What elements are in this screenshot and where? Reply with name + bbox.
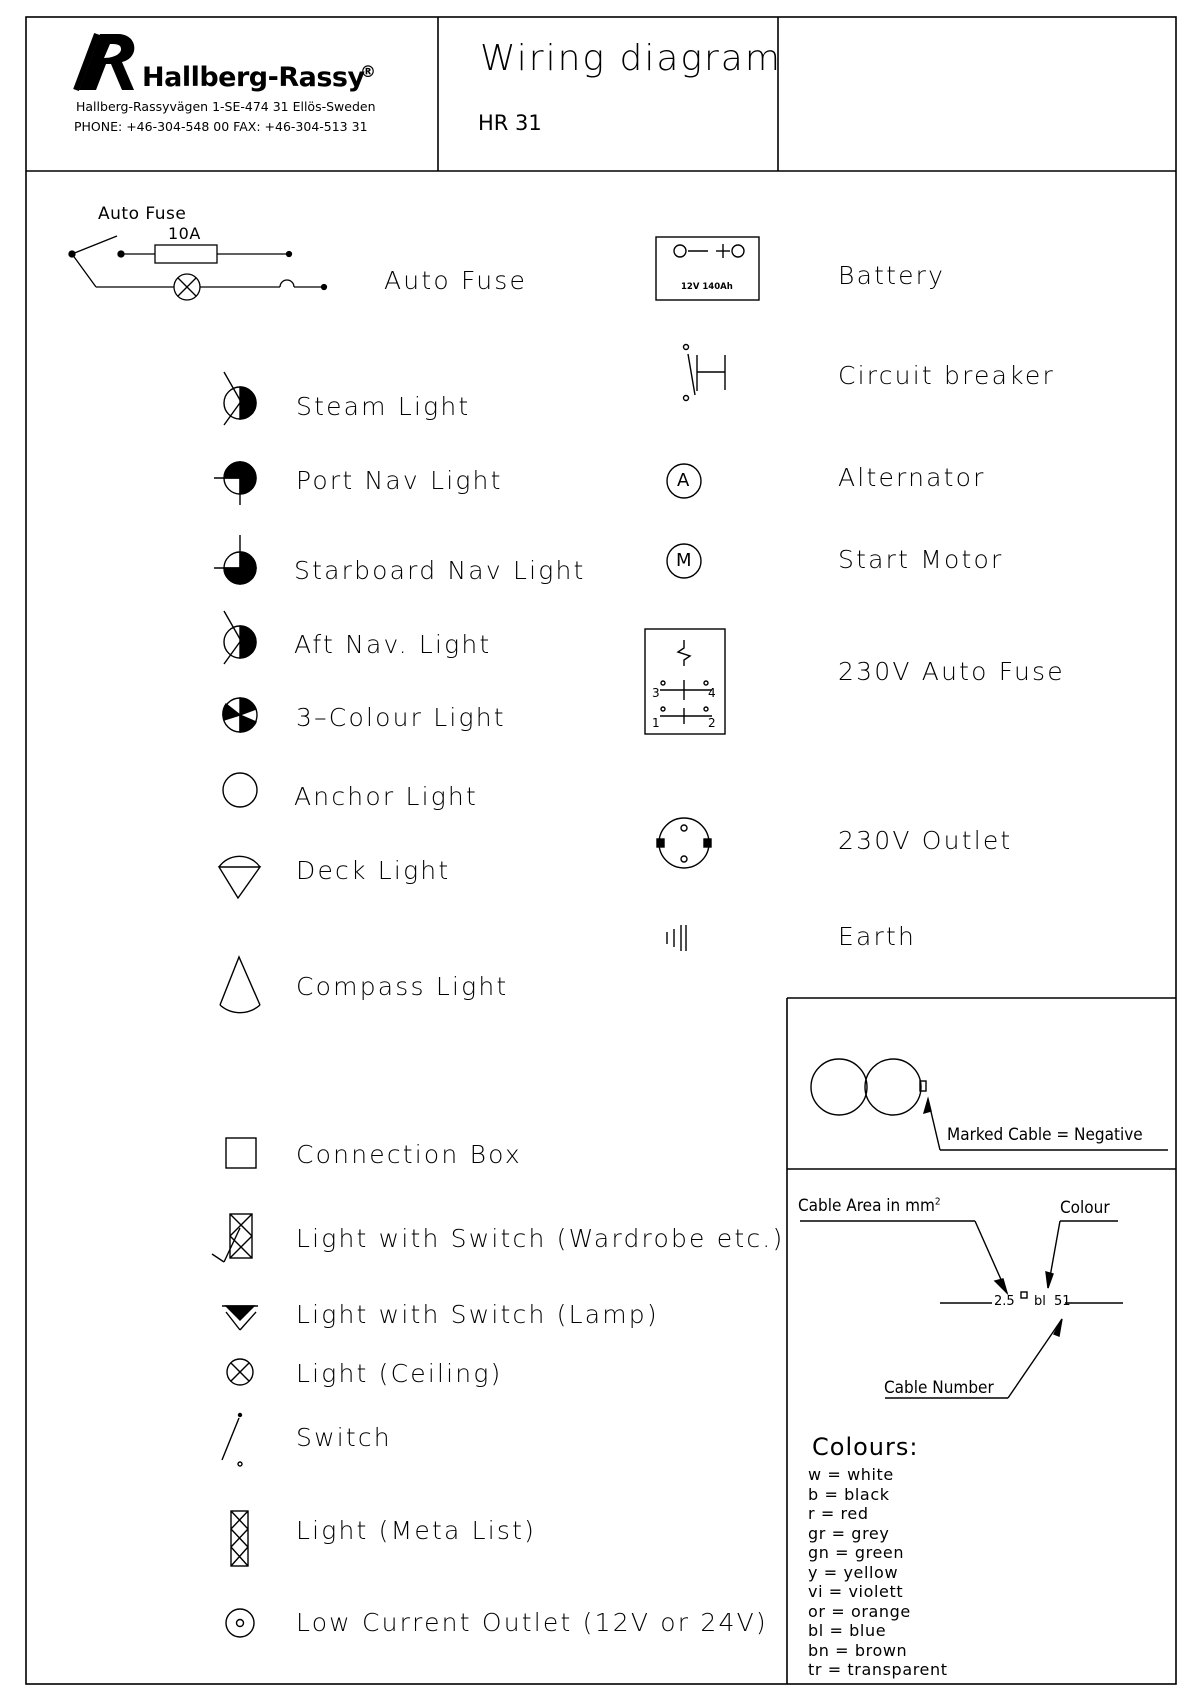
label-alternator: Alternator [838, 463, 986, 492]
company-phone: PHONE: +46-304-548 00 FAX: +46-304-513 31 [74, 119, 368, 134]
fuse-terminal-3: 3 [652, 686, 660, 700]
hallberg-rassy-logo-icon [76, 34, 134, 90]
page-title: Wiring diagram [480, 38, 782, 79]
outlet-230-symbol [657, 818, 711, 868]
model-name: HR 31 [478, 111, 542, 135]
label-light-ceiling: Light (Ceiling) [296, 1359, 503, 1388]
three-colour-light-symbol [223, 698, 257, 732]
circuit-breaker-symbol [684, 345, 726, 401]
auto-fuse-caption: Auto Fuse [98, 204, 187, 224]
colour-item: tr = transparent [808, 1660, 948, 1679]
label-battery: Battery [838, 261, 946, 290]
cable-number-label: Cable Number [884, 1378, 994, 1398]
label-anchor-light: Anchor Light [294, 782, 478, 811]
marked-cable-label: Marked Cable = Negative [947, 1125, 1143, 1145]
label-port-nav-light: Port Nav Light [296, 466, 503, 495]
alternator-letter: A [677, 470, 690, 491]
label-connection-box: Connection Box [296, 1140, 522, 1169]
example-number: 51 [1054, 1294, 1071, 1309]
light-ceiling-symbol [227, 1359, 253, 1385]
label-deck-light: Deck Light [296, 856, 451, 885]
compass-light-symbol [220, 957, 260, 1013]
cable-area-exp: 2 [934, 1196, 941, 1208]
colour-item: or = orange [808, 1601, 911, 1621]
fuse-terminal-2: 2 [708, 716, 716, 730]
auto-fuse-symbol [69, 236, 327, 300]
cable-area-text: Cable Area in mm [798, 1196, 935, 1216]
battery-rating: 12V 140Ah [681, 282, 733, 292]
auto-fuse-rating: 10A [168, 224, 201, 243]
earth-symbol [667, 925, 686, 951]
label-circuit-breaker: Circuit breaker [838, 361, 1055, 390]
label-outlet-230: 230V Outlet [838, 826, 1013, 855]
connection-box-symbol [226, 1138, 256, 1168]
deck-light-symbol [219, 856, 260, 898]
company-address: Hallberg-Rassyvägen 1-SE-474 31 Ellös-Sweden [76, 99, 376, 114]
aft-nav-light-symbol [224, 611, 256, 664]
fuse-terminal-1: 1 [652, 716, 660, 730]
label-three-colour-light: 3–Colour Light [296, 703, 506, 732]
colours-title: Colours: [812, 1433, 919, 1461]
low-current-outlet-symbol [226, 1609, 254, 1637]
brand-name: Hallberg-Rassy [142, 62, 365, 93]
colour-item: gn = green [808, 1543, 905, 1562]
label-starboard-nav-light: Starboard Nav Light [294, 556, 586, 585]
colour-item: bl = blue [808, 1621, 887, 1640]
label-auto-fuse-230: 230V Auto Fuse [838, 657, 1065, 686]
example-colour: bl [1034, 1294, 1046, 1309]
switch-symbol [222, 1414, 242, 1467]
light-switch-lamp-symbol [222, 1306, 258, 1330]
label-light-switch-lamp: Light with Switch (Lamp) [296, 1300, 659, 1329]
colour-item: y = yellow [808, 1562, 899, 1582]
port-nav-light-symbol [214, 462, 256, 505]
label-compass-light: Compass Light [296, 972, 509, 1001]
fuse-terminal-4: 4 [708, 686, 716, 700]
cable-spec-diagram [800, 1221, 1123, 1398]
registered-mark: ® [360, 62, 376, 81]
colour-item: b = black [808, 1484, 890, 1504]
colour-item: w = white [808, 1465, 894, 1484]
label-low-current-outlet: Low Current Outlet (12V or 24V) [296, 1608, 768, 1637]
light-meta-list-symbol [231, 1511, 248, 1566]
example-area: 2.5 [994, 1294, 1015, 1309]
label-light-switch-wardrobe: Light with Switch (Wardrobe etc.) [296, 1224, 785, 1253]
steam-light-symbol [224, 372, 256, 425]
anchor-light-symbol [223, 773, 257, 807]
cable-area-label [798, 1196, 941, 1216]
label-switch: Switch [296, 1423, 392, 1452]
colour-item: gr = grey [808, 1523, 890, 1543]
colours-list [808, 1465, 948, 1680]
label-start-motor: Start Motor [838, 545, 1004, 574]
label-aft-nav-light: Aft Nav. Light [294, 630, 492, 659]
start-motor-letter: M [676, 550, 692, 571]
label-steam-light: Steam Light [296, 392, 471, 421]
colour-item: r = red [808, 1504, 869, 1523]
label-light-meta-list: Light (Meta List) [296, 1516, 537, 1545]
starboard-nav-light-symbol [214, 535, 256, 584]
label-auto-fuse: Auto Fuse [384, 266, 528, 295]
colour-item: bn = brown [808, 1640, 908, 1660]
colour-label: Colour [1060, 1198, 1110, 1218]
label-earth: Earth [838, 922, 917, 951]
light-switch-wardrobe-symbol [212, 1214, 252, 1262]
colour-item: vi = violett [808, 1582, 904, 1601]
